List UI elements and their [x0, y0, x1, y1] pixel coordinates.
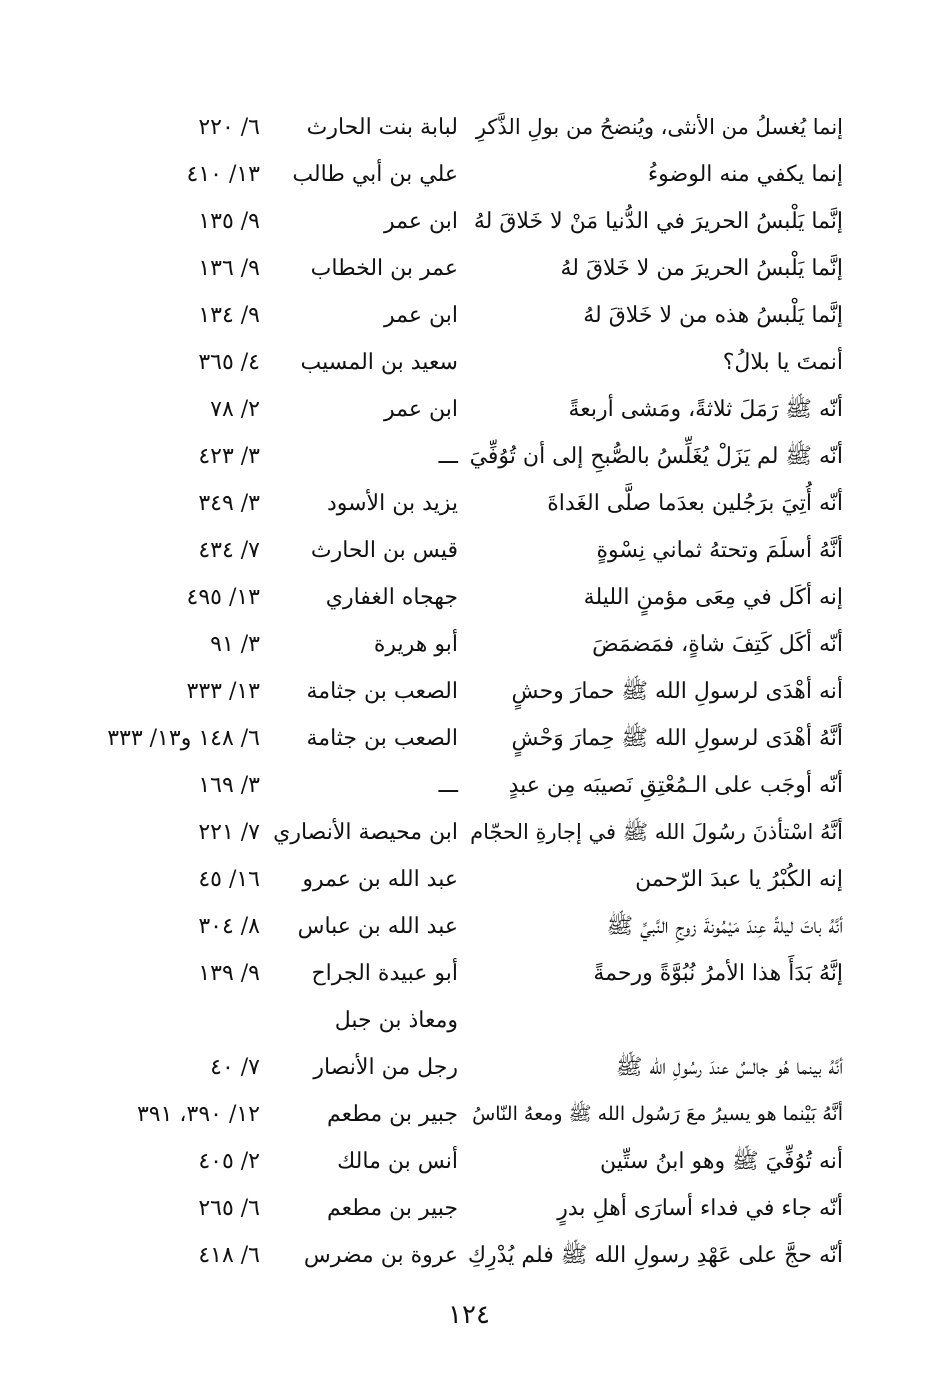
- narrator-name: ابن عمر: [384, 209, 458, 234]
- index-row: [0, 480, 938, 527]
- hadith-text: أنّه ﷺ رَمَلَ ثلاثةً، ومَشى أربعةً: [568, 397, 843, 422]
- volume-page-reference: ٦/ ٤١٨: [198, 1243, 260, 1268]
- narrator-name: سعيد بن المسيب: [300, 350, 458, 375]
- index-row: [0, 1232, 938, 1279]
- volume-page-reference: ٣/ ٩١: [210, 632, 260, 657]
- volume-page-reference: ٣/ ١٦٩: [198, 773, 260, 798]
- volume-page-reference: ١٦/ ٤٥: [198, 867, 260, 892]
- index-row: [0, 1185, 938, 1232]
- hadith-text: أنّه أُتِيَ برَجُلين بعدَما صلَّى الغَداةَ: [547, 491, 843, 516]
- index-row: [0, 856, 938, 903]
- index-row: [0, 715, 938, 762]
- hadith-text: أنّه جاء في فداء أسارَى أهلِ بدرٍ: [557, 1196, 843, 1221]
- index-row: [0, 621, 938, 668]
- index-table: [0, 104, 938, 1279]
- hadith-text: إنَّما يَلْبسُ الحريرَ من لا خَلاقَ لهُ: [560, 256, 843, 281]
- hadith-text: إنه الكُبْرُ يا عبدَ الرّحمن: [635, 867, 843, 892]
- page-number: ١٢٤: [448, 1300, 490, 1330]
- index-row: [0, 1138, 938, 1185]
- volume-page-reference: ٤/ ٣٦٥: [198, 350, 260, 375]
- index-row: [0, 1044, 938, 1091]
- narrator-name: لبابة بنت الحارث: [306, 115, 458, 140]
- volume-page-reference: ١٣/ ٤١٠: [186, 162, 260, 187]
- narrator-name: ـــ: [438, 444, 458, 469]
- hadith-text: أنه أهْدَى لرسولِ الله ﷺ حمارَ وحشٍ: [511, 679, 843, 704]
- narrator-name: ـــ: [438, 773, 458, 798]
- hadith-text: أنّه أكَل كَتِفَ شاةٍ، فمَضمَضَ: [592, 632, 843, 657]
- index-row: [0, 292, 938, 339]
- hadith-text: أنَّهُ باتَ ليلةً عِندَ مَيْمُونةَ زوجِ النَّبيِّ ﷺ: [606, 914, 843, 939]
- hadith-text: [463, 997, 843, 1044]
- volume-page-reference: ٩/ ١٣٩: [198, 961, 260, 986]
- index-row: [0, 574, 938, 621]
- hadith-text: أنَّهُ بَيْنما هو يسيرُ معَ رَسُول الله ﷺ ومعهُ النّاسُ: [472, 1103, 843, 1125]
- volume-page-reference: ٦/ ٢٦٥: [198, 1196, 260, 1221]
- hadith-text: أنه تُوُفِّيَ ﷺ وهو ابنُ ستِّين: [600, 1149, 843, 1174]
- hadith-text: أنَّهُ اسْتأذنَ رسُولَ الله ﷺ في إجارةِ الحجّام: [470, 820, 843, 844]
- volume-page-reference: ١٢/ ٣٩٠، ٣٩١: [136, 1102, 260, 1127]
- narrator-name: الصعب بن جثامة: [306, 726, 458, 751]
- index-row: [0, 386, 938, 433]
- narrator-name: علي بن أبي طالب: [292, 162, 458, 187]
- volume-page-reference: ٦/ ١٤٨ و١٣/ ٣٣٣: [107, 726, 260, 751]
- hadith-text: إنما يُغسلُ من الأنثى، ويُنضحُ من بولِ الذَّكرِ: [475, 115, 843, 139]
- volume-page-reference: ٨/ ٣٠٤: [198, 914, 260, 939]
- hadith-text: أنّه أوجَب على الـمُعْتِقِ نَصيبَه مِن عبدٍ: [508, 773, 843, 798]
- index-row: [0, 339, 938, 386]
- narrator-name: ومعاذ بن جبل: [334, 1008, 458, 1033]
- index-row: [0, 903, 938, 950]
- narrator-name: ابن عمر: [384, 397, 458, 422]
- hadith-text: أنَّهُ أهْدَى لرسولِ الله ﷺ حِمارَ وَحْشٍ: [511, 726, 843, 751]
- narrator-name: رجل من الأنصار: [313, 1055, 458, 1080]
- index-row: [0, 151, 938, 198]
- hadith-text: إنَّما يَلْبسُ الحريرَ في الدُّنيا مَنْ لا خَلاقَ لهُ: [473, 209, 843, 234]
- hadith-text: أنمتَ يا بلالُ؟: [722, 350, 843, 375]
- volume-page-reference: ٣/ ٣٤٩: [198, 491, 260, 516]
- volume-page-reference: ٣/ ٤٢٣: [198, 444, 260, 469]
- narrator-name: جهجاه الغفاري: [325, 585, 458, 610]
- narrator-name: أنس بن مالك: [337, 1149, 458, 1174]
- narrator-name: عمر بن الخطاب: [310, 256, 458, 281]
- volume-page-reference: ١٣/ ٤٩٥: [186, 585, 260, 610]
- index-row: [0, 198, 938, 245]
- narrator-name: جبير بن مطعم: [327, 1196, 458, 1221]
- narrator-name: ابن عمر: [384, 303, 458, 328]
- hadith-text: أنَّهُ بينما هُو جالسٌ عندَ رسُولِ الله ﷺ: [615, 1055, 843, 1080]
- volume-page-reference: ٢/ ٤٠٥: [198, 1149, 260, 1174]
- volume-page-reference: ٧/ ٤٣٤: [198, 538, 260, 563]
- volume-page-reference: ٢/ ٧٨: [210, 397, 260, 422]
- index-row: [0, 433, 938, 480]
- hadith-text: إنه أكَل في مِعَى مؤمنٍ الليلة: [583, 585, 843, 610]
- index-row: [0, 245, 938, 292]
- narrator-name: أبو هريرة: [373, 632, 458, 657]
- index-row: [0, 527, 938, 574]
- narrator-name: الصعب بن جثامة: [306, 679, 458, 704]
- narrator-name: ابن محيصة الأنصاري: [273, 820, 458, 845]
- index-row: [0, 997, 938, 1044]
- narrator-name: عروة بن مضرس: [303, 1243, 458, 1268]
- hadith-text: أنّه ﷺ لم يَزَلْ يُغَلِّسُ بالصُّبحِ إلى أن تُوُفِّيَ: [469, 444, 843, 469]
- narrator-name: جبير بن مطعم: [327, 1102, 458, 1127]
- index-row: [0, 762, 938, 809]
- narrator-name: قيس بن الحارث: [310, 538, 458, 563]
- volume-page-reference: ٩/ ١٣٦: [198, 256, 260, 281]
- hadith-text: إنَّهُ بَدَأَ هذا الأمرُ نُبُوَّةً ورحمةً: [593, 961, 843, 986]
- volume-page-reference: [60, 997, 260, 1044]
- volume-page-reference: ٦/ ٢٢٠: [198, 115, 260, 140]
- index-row: [0, 104, 938, 151]
- narrator-name: عبد الله بن عمرو: [302, 867, 458, 892]
- hadith-text: أنّه حجَّ على عَهْدِ رسولِ الله ﷺ فلم يُدْرِكِ: [467, 1243, 843, 1268]
- index-row: [0, 809, 938, 856]
- volume-page-reference: ٩/ ١٣٥: [198, 209, 260, 234]
- volume-page-reference: ٧/ ٢٢١: [198, 820, 260, 845]
- narrator-name: أبو عبيدة الجراح: [311, 961, 458, 986]
- volume-page-reference: ١٣/ ٣٣٣: [186, 679, 260, 704]
- volume-page-reference: ٧/ ٤٠: [210, 1055, 260, 1080]
- volume-page-reference: ٩/ ١٣٤: [198, 303, 260, 328]
- narrator-name: يزيد بن الأسود: [326, 491, 458, 516]
- hadith-text: إنما يكفي منه الوضوءُ: [647, 162, 843, 187]
- index-row: [0, 1091, 938, 1138]
- hadith-text: إنَّما يَلْبسُ هذه من لا خَلاقَ لهُ: [583, 303, 843, 328]
- hadith-text: أنَّهُ أسلَمَ وتحتهُ ثماني نِسْوةٍ: [596, 538, 843, 563]
- index-row: [0, 668, 938, 715]
- narrator-name: عبد الله بن عباس: [297, 914, 458, 939]
- index-row: [0, 950, 938, 997]
